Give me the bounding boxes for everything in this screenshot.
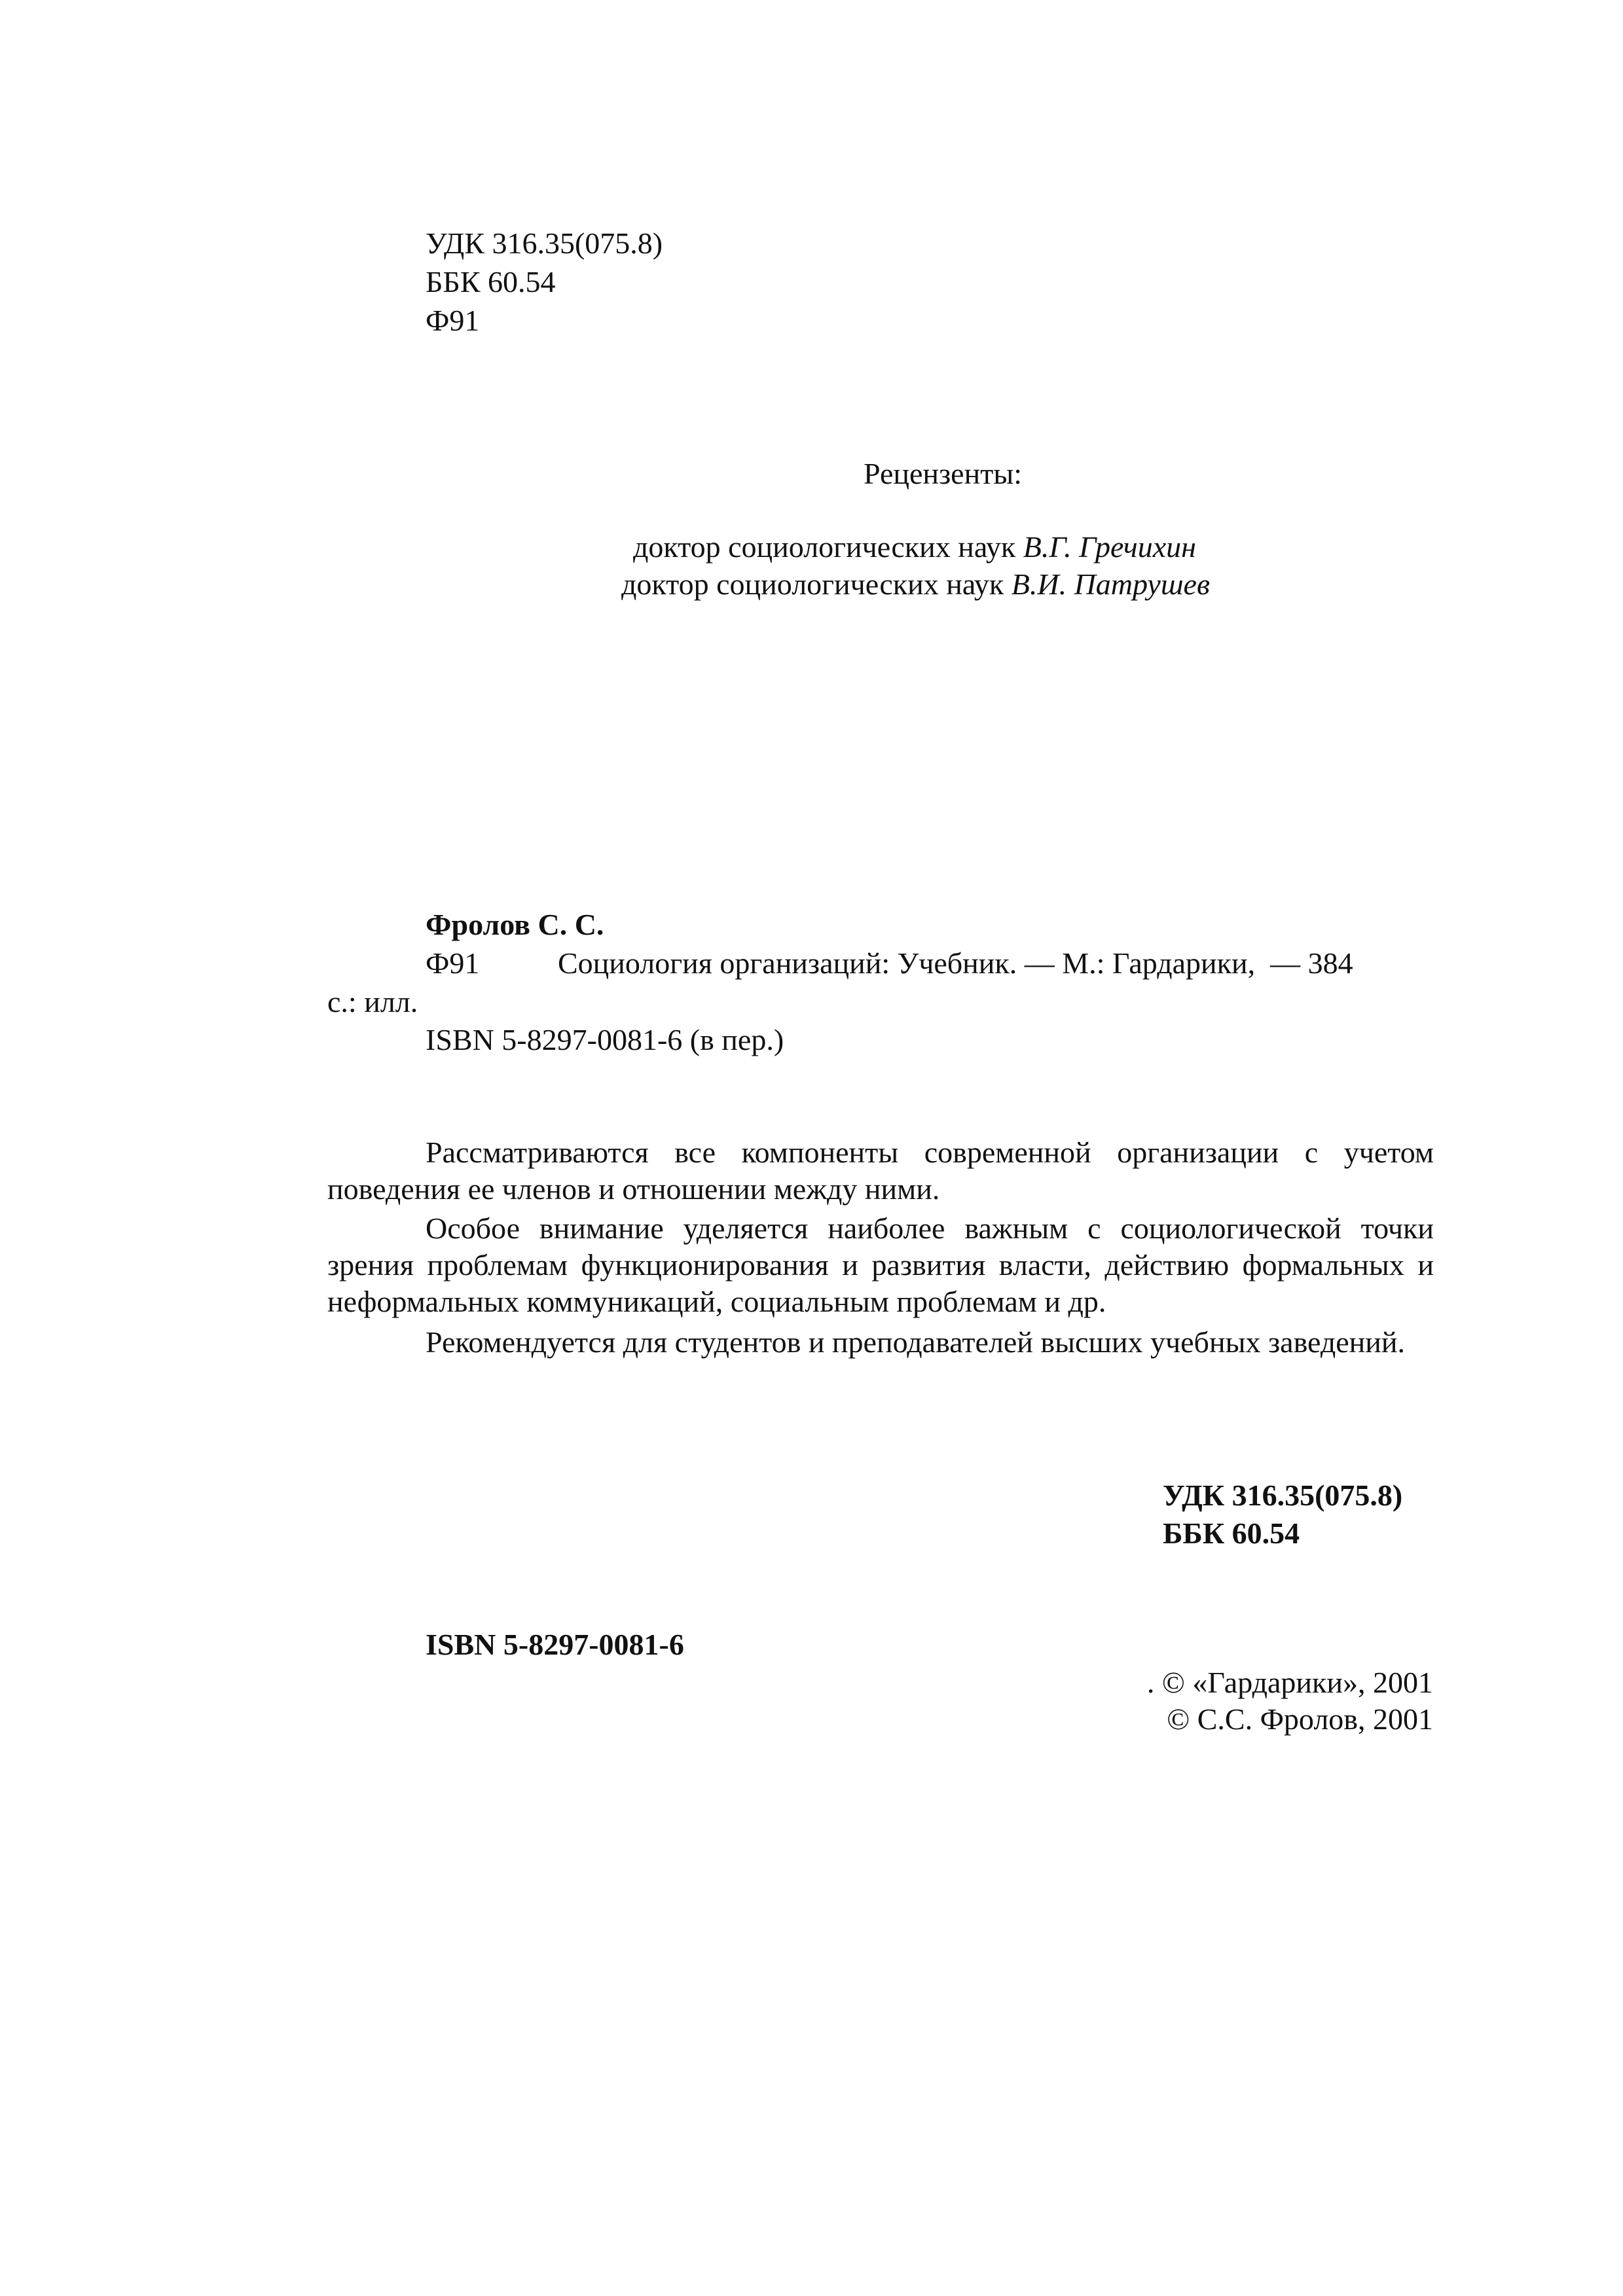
annotation-paragraph-2: Особое внимание уделяется наиболее важным с социологической точки зрения проблемам функционирования и развития власти, действию формальных и неформальных коммуникаций, социальным проблемам и др.	[327, 1211, 1434, 1318]
author-mark-top: Ф91	[426, 304, 480, 337]
bbk-code-top: ББК 60.54	[426, 265, 556, 298]
record-isbn: ISBN 5-8297-0081-6 (в пер.)	[426, 1023, 784, 1056]
annotation-paragraph-1: Рассматриваются все компоненты современной организации с учетом поведения ее членов и отношении между ними.	[327, 1136, 1434, 1206]
book-author: Фролов С. С.	[426, 908, 604, 941]
reviewers-title: Рецензенты:	[863, 457, 1023, 490]
reviewer-2	[606, 529, 1210, 603]
record-author-mark: Ф91	[426, 946, 480, 980]
bbk-code-bottom: ББК 60.54	[1163, 1516, 1300, 1550]
udk-code-bottom: УДК 316.35(075.8)	[1163, 1479, 1403, 1512]
reviewer-2-degree: доктор социологических наук	[621, 567, 1004, 601]
annotation-paragraph-3: Рекомендуется для студентов и преподавателей высших учебных заведений.	[426, 1325, 1406, 1359]
reviewer-2-name: В.И. Патрушев	[1011, 567, 1210, 601]
udk-code-top: УДК 316.35(075.8)	[426, 226, 663, 260]
record-title-line: Социология организаций: Учебник. — М.: Гардарики, — 384	[558, 946, 1353, 980]
reviewer-1-degree: доктор социологических наук	[633, 530, 1016, 564]
record-title-continuation: с.: илл.	[327, 985, 418, 1018]
copyright-author: © С.С. Фролов, 2001	[1167, 1702, 1433, 1736]
reviewer-1-name: В.Г. Гречихин	[1023, 530, 1196, 564]
copyright-publisher: . © «Гардарики», 2001	[1146, 1666, 1433, 1699]
isbn-bold: ISBN 5-8297-0081-6	[426, 1628, 684, 1661]
